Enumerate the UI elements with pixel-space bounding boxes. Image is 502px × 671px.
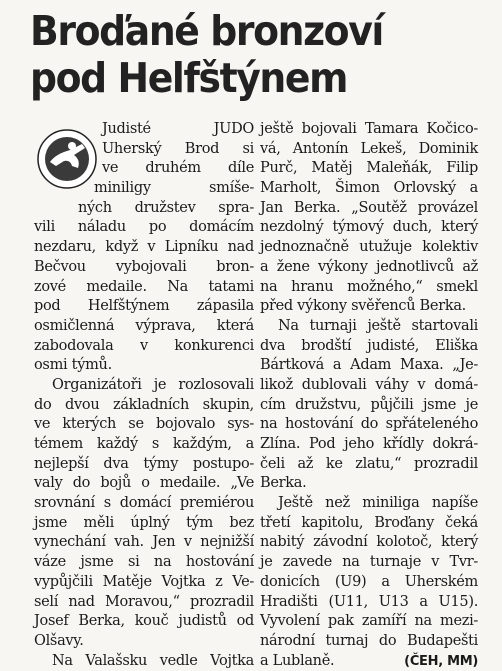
text-line: osmičlenná výprava, která xyxy=(34,317,254,334)
text-line: na hostování do spřáteleného xyxy=(260,416,478,433)
text-line: Josef Berka, kouč judistů od xyxy=(34,613,254,630)
text-line: ve druhém díle xyxy=(102,160,254,177)
text-line: a žene výkony jednotlivců až xyxy=(260,258,478,275)
text-line: osmi týmů. xyxy=(34,357,112,374)
text-line: Vyvolení pak zamíří na mezi- xyxy=(260,613,478,630)
text-line: Purč, Matěj Maleňák, Filip xyxy=(260,160,478,177)
text-line: selí nad Moravou,“ prozradil xyxy=(34,593,254,610)
text-line: Judisté JUDO xyxy=(102,121,254,137)
text-line: ných družstev spra- xyxy=(78,199,254,216)
text-line: před výkony svěřenců Berka. xyxy=(260,298,466,315)
text-line: a Lublaně. xyxy=(260,652,335,669)
text-line: Bártková a Adam Maxa. „Je- xyxy=(260,357,478,374)
text-line: miniligy smíše- xyxy=(94,180,254,197)
text-line: Jan Berka. „Soutěž provázel xyxy=(260,199,478,216)
text-line: zové medaile. Na tatami xyxy=(34,278,254,295)
text-line: na hranu možného,“ smekl xyxy=(260,278,478,295)
text-line: Organizátoři je rozlosovali xyxy=(52,376,254,393)
headline-line-1: Broďané bronzoví xyxy=(30,7,383,55)
text-line: Uherský Brod si xyxy=(102,140,254,157)
last-line xyxy=(260,652,478,671)
text-line: cím družstvu, půjčili jsme je xyxy=(260,396,478,413)
text-line: Na turnaji ještě startovali xyxy=(278,317,478,334)
article-column-right xyxy=(260,120,478,671)
headline xyxy=(30,8,453,102)
text-line: nejlepší dva týmy postupo- xyxy=(34,455,254,472)
article-column-left xyxy=(34,120,254,671)
author-credit: (ČEH, MM) xyxy=(404,653,478,669)
text-line: témem každý s každým, a xyxy=(34,436,254,452)
text-line: zabodovala v konkurenci xyxy=(34,337,254,354)
text-line: pod Helfštýnem zápasila xyxy=(34,298,254,315)
text-line: Bečvou vybojovali bron- xyxy=(34,258,254,275)
headline-line-2: pod Helfštýnem xyxy=(30,54,348,102)
text-line: třetí kapitolu, Broďany čeká xyxy=(260,514,478,531)
text-line: nezdaru, když v Lipníku nad xyxy=(34,239,254,256)
text-line: je zavede na turnaje v Tvr- xyxy=(260,554,478,571)
text-line: Hradišti (U11, U13 a U15). xyxy=(260,593,478,610)
text-line: váze jsme si na hostování xyxy=(34,554,254,571)
text-line: vá, Antonín Lekeš, Dominik xyxy=(260,140,478,157)
text-line: do dvou základních skupin, xyxy=(34,396,254,413)
text-line: nezdolný týmový duch, který xyxy=(260,219,478,236)
text-line: vypůjčili Matěje Vojtka z Ve- xyxy=(34,573,254,590)
text-line: jednoznačně utužuje kolektiv xyxy=(260,239,478,256)
text-line: Olšavy. xyxy=(34,632,84,649)
text-line: Berka. xyxy=(260,475,307,492)
text-line: donicích (U9) a Uherském xyxy=(260,573,478,590)
text-line: srovnání s domácí premiérou xyxy=(34,495,254,512)
text-line: nabitý závodní kolotoč, který xyxy=(260,534,478,551)
text-line: národní turnaj do Budapešti xyxy=(260,632,478,649)
text-line: ještě bojovali Tamara Kočico- xyxy=(260,121,478,137)
text-line: Na Valašsku vedle Vojtka xyxy=(52,652,254,669)
text-line: Ještě než miniliga napíše xyxy=(278,495,478,512)
text-line: jsme měli úplný tým bez xyxy=(34,514,254,531)
text-line: Marholt, Šimon Orlovský a xyxy=(260,180,478,197)
text-line: dva brodští judisté, Eliška xyxy=(260,337,478,354)
text-line: vynechání vah. Jen v nejnižší xyxy=(34,534,254,551)
text-line: Zlína. Pod jeho křídly dokrá- xyxy=(260,436,478,452)
text-line: vili náladu po domácím xyxy=(34,219,254,236)
text-line: valy do bojů o medaile. „Ve xyxy=(34,475,254,492)
text-line: likož dublovali váhy v domá- xyxy=(260,376,478,393)
text-line: čeli až ke zlatu,“ prozradil xyxy=(260,455,478,472)
text-line: ve kterých se bojovalo sys- xyxy=(34,416,254,433)
